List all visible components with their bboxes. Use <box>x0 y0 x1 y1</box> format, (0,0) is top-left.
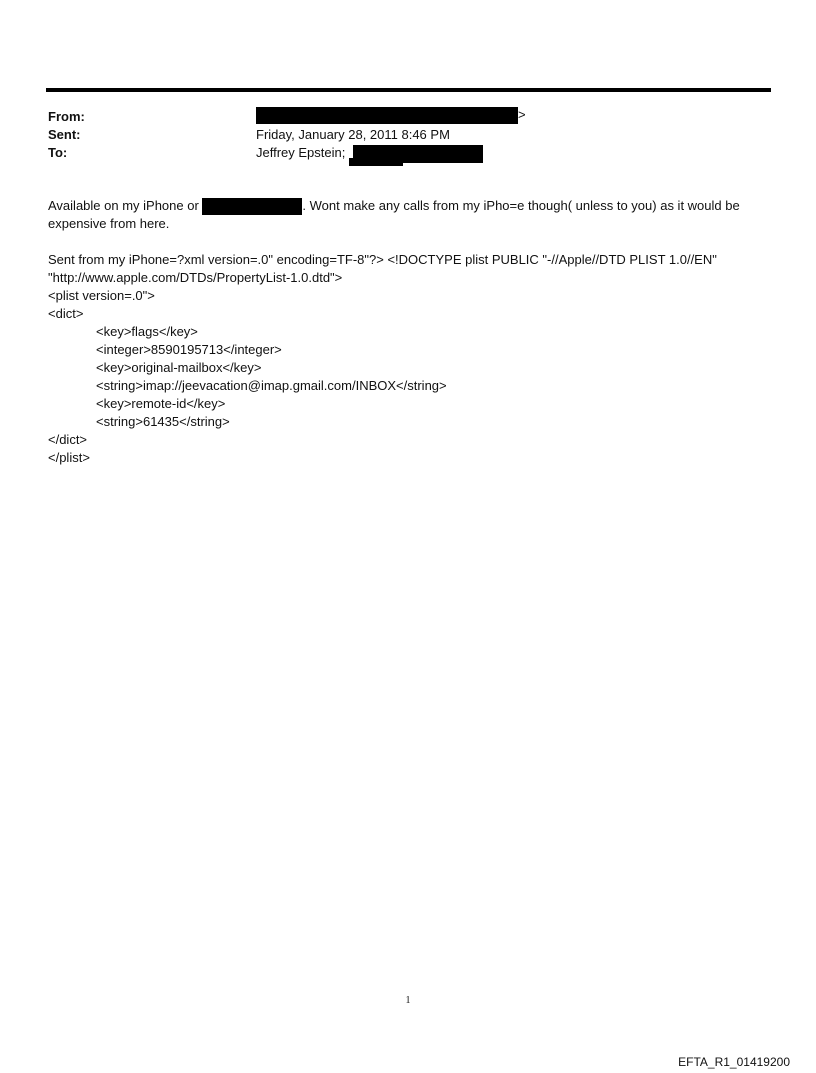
dict-close: </dict> <box>48 432 88 447</box>
sent-label: Sent: <box>48 127 81 142</box>
message-body <box>48 197 773 233</box>
dict-line: <key>remote-id</key> <box>96 396 226 411</box>
dict-line: <string>61435</string> <box>96 414 230 429</box>
signature-block <box>48 251 773 467</box>
to-label: To: <box>48 145 68 160</box>
redaction-block <box>202 198 302 215</box>
dict-line: <integer>8590195713</integer> <box>96 342 282 357</box>
to-recipient: Jeffrey Epstein; <box>256 145 346 160</box>
redaction-block <box>349 158 403 166</box>
body-line: expensive from here. <box>48 216 170 232</box>
plist-open: <plist version=.0"> <box>48 288 155 303</box>
from-value <box>256 106 526 124</box>
dict-line: <string>imap://jeevacation@imap.gmail.com/INBOX</string> <box>96 378 447 393</box>
from-suffix: > <box>518 107 526 122</box>
body-text: Available on my iPhone or <box>48 198 199 213</box>
dict-open: <dict> <box>48 306 84 321</box>
signature-line: "http://www.apple.com/DTDs/PropertyList-1.0.dtd"> <box>48 270 343 285</box>
body-text: . Wont make any calls from my iPho=e though( unless to you) as it would be <box>302 198 740 213</box>
plist-close: </plist> <box>48 450 90 465</box>
from-label: From: <box>48 109 85 124</box>
bates-number: EFTA_R1_01419200 <box>678 1055 790 1069</box>
dict-line: <key>original-mailbox</key> <box>96 360 262 375</box>
sent-value: Friday, January 28, 2011 8:46 PM <box>256 127 450 142</box>
page-number: 1 <box>405 995 411 1006</box>
signature-line: Sent from my iPhone=?xml version=.0" encoding=TF-8"?> <!DOCTYPE plist PUBLIC "-//Apple//DTD PLIST 1.0//EN" <box>48 252 717 267</box>
dict-line: <key>flags</key> <box>96 324 198 339</box>
redaction-block <box>256 107 518 124</box>
body-line <box>48 197 773 215</box>
header-rule <box>46 88 771 92</box>
